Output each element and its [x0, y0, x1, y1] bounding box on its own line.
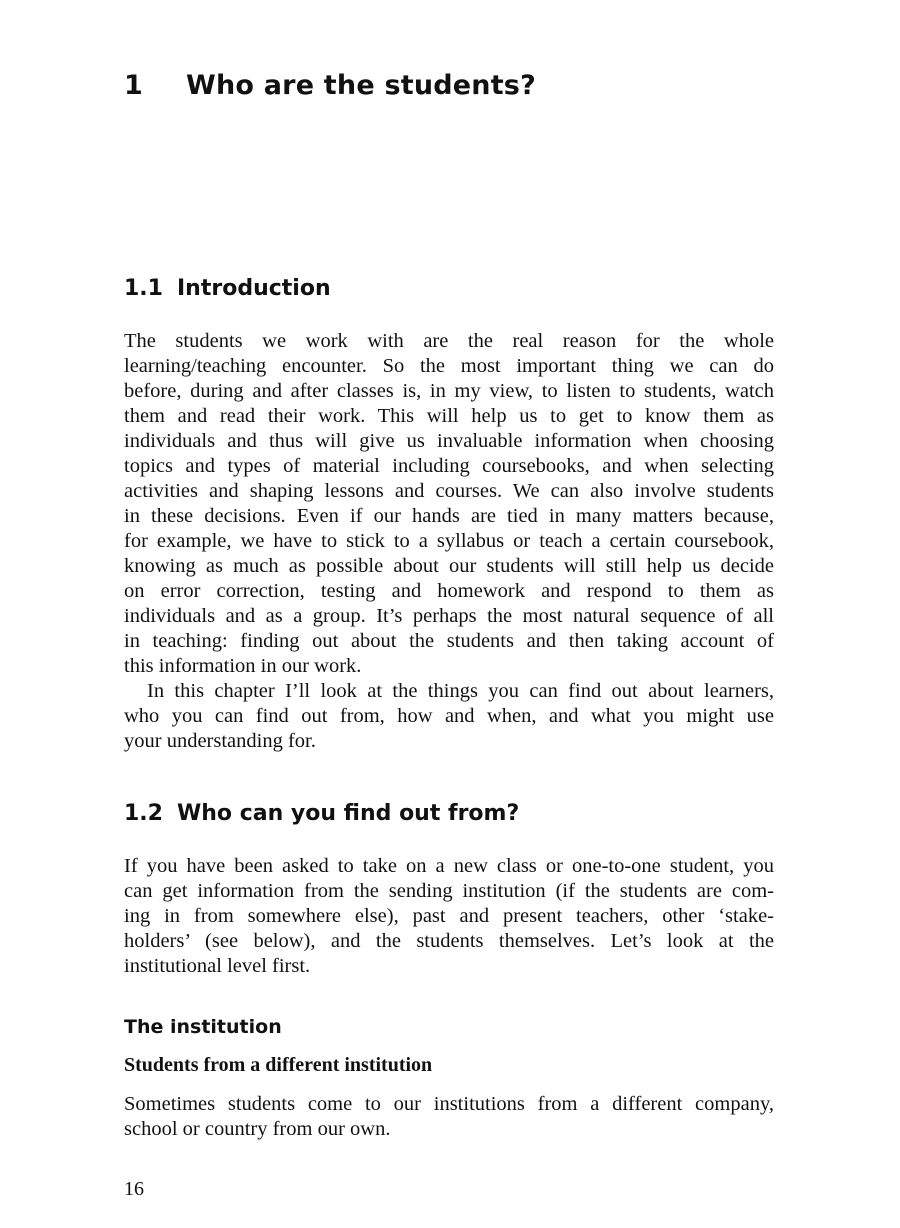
text-line: can get information from the sending institution (if the students are com- [124, 880, 774, 902]
section-title: Introduction [177, 276, 331, 301]
chapter-title-text: Who are the students? [186, 70, 536, 101]
text-line: your understanding for. [124, 730, 316, 752]
section-number: 1.1 [124, 276, 163, 301]
text-line: in teaching: finding out about the students and then taking account of [124, 630, 774, 652]
subsubsection-heading-students-from-different-institution: Students from a different institution [124, 1054, 433, 1076]
paragraph-students-from-different-institution [124, 1092, 774, 1142]
paragraph-who-can-you-find-out-from [124, 854, 774, 979]
section-title: Who can you find out from? [177, 801, 520, 826]
section-heading-introduction [124, 276, 331, 301]
text-line: learning/teaching encounter. So the most important thing we can do [124, 355, 774, 377]
text-line: individuals and as a group. It’s perhaps the most natural sequence of all [124, 605, 774, 627]
text-line: before, during and after classes is, in my view, to listen to students, watch [124, 380, 774, 402]
text-line: institutional level first. [124, 955, 311, 977]
text-line: The students we work with are the real reason for the whole [124, 330, 774, 352]
section-number: 1.2 [124, 801, 163, 826]
chapter-number: 1 [124, 70, 143, 101]
text-line: topics and types of material including coursebooks, and when selecting [124, 455, 774, 477]
text-line: for example, we have to stick to a syllabus or teach a certain coursebook, [124, 530, 774, 552]
chapter-title [124, 70, 536, 101]
subsection-heading-the-institution: The institution [124, 1016, 282, 1038]
text-line: In this chapter I’ll look at the things you can find out about learners, [147, 680, 774, 702]
text-line: in these decisions. Even if our hands are tied in many matters because, [124, 505, 774, 527]
text-line: on error correction, testing and homework and respond to them as [124, 580, 774, 602]
text-line: individuals and thus will give us invaluable information when choosing [124, 430, 774, 452]
text-line: who you can find out from, how and when, and what you might use [124, 705, 774, 727]
text-line: this information in our work. [124, 655, 362, 677]
text-line: school or country from our own. [124, 1118, 391, 1140]
text-line: activities and shaping lessons and courses. We can also involve students [124, 480, 774, 502]
text-line: ing in from somewhere else), past and present teachers, other ‘stake- [124, 905, 774, 927]
text-line: If you have been asked to take on a new class or one-to-one student, you [124, 855, 774, 877]
page-number: 16 [124, 1178, 144, 1200]
paragraph-introduction-1 [124, 329, 774, 754]
text-line: Sometimes students come to our institutions from a different company, [124, 1093, 774, 1115]
text-line: knowing as much as possible about our students will still help us decide [124, 555, 774, 577]
text-line: holders’ (see below), and the students themselves. Let’s look at the [124, 930, 774, 952]
section-heading-who-can-you-find-out-from [124, 801, 519, 826]
text-line: them and read their work. This will help us to get to know them as [124, 405, 774, 427]
